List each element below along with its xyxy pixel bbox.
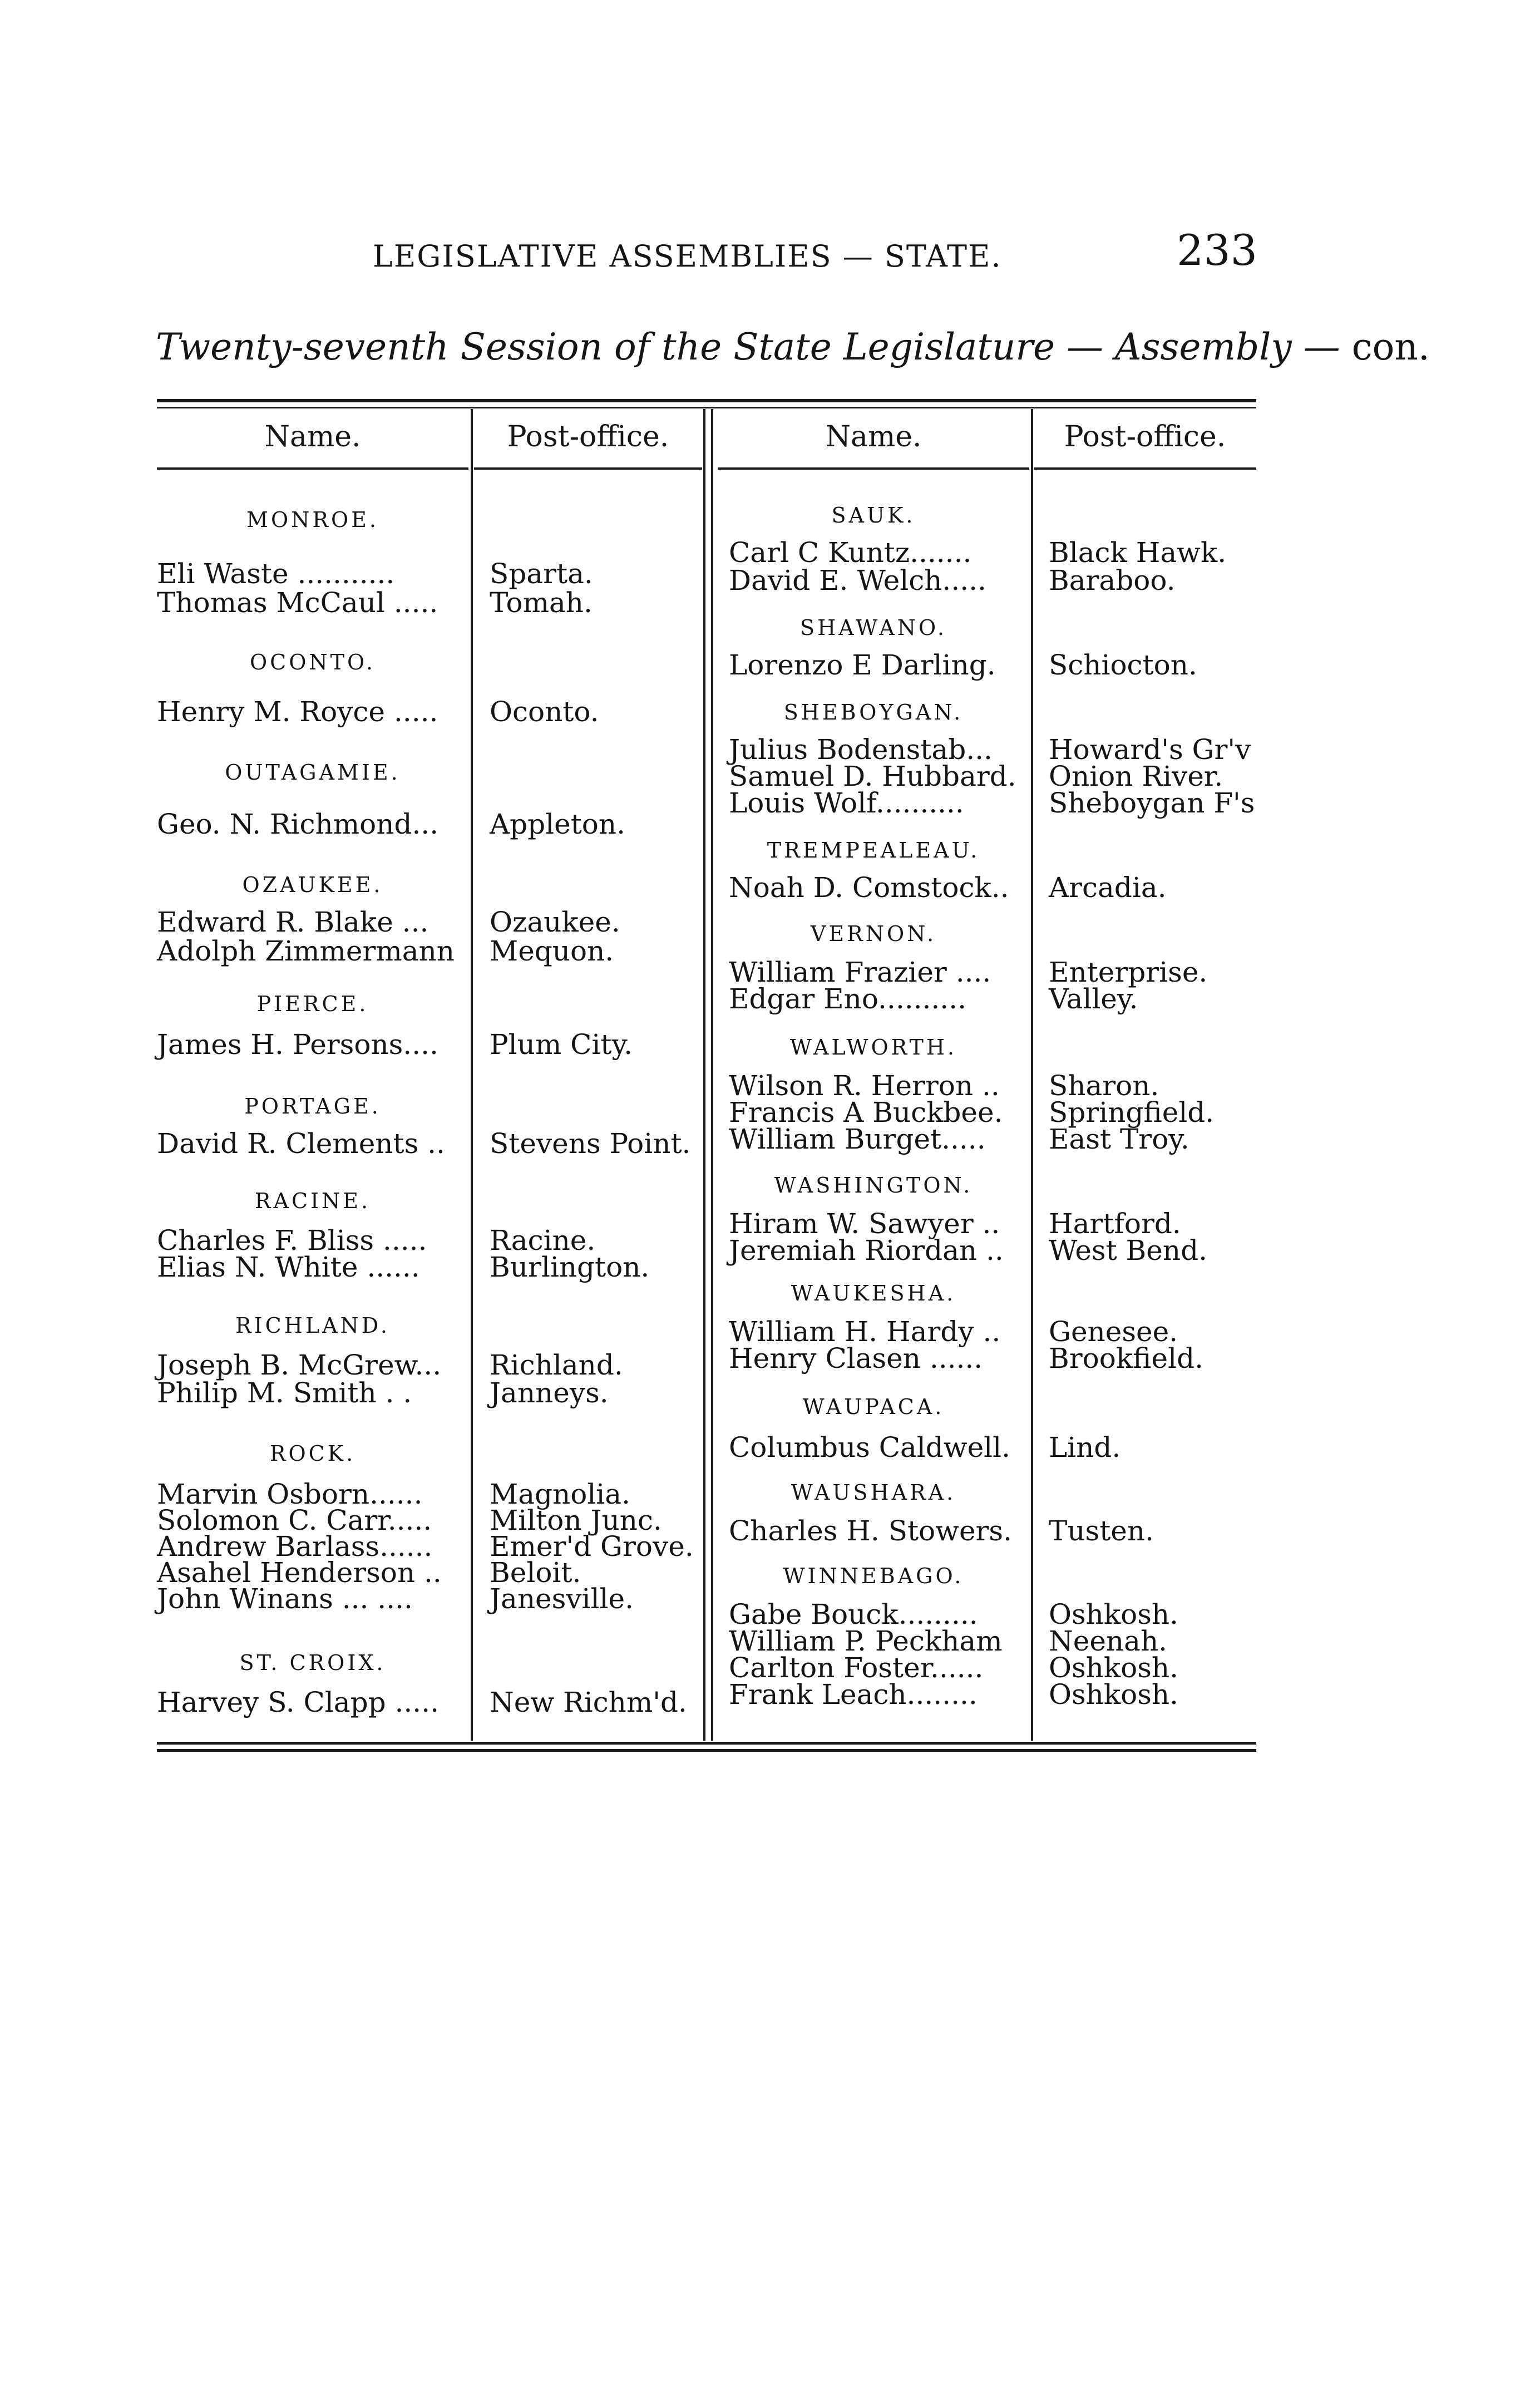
member-name: Jeremiah Riordan .. — [729, 1234, 1004, 1267]
member-post-office: Janesville. — [490, 1583, 634, 1615]
member-post-office: Magnolia. — [490, 1478, 631, 1510]
member-name: Columbus Caldwell. — [729, 1431, 1011, 1464]
member-post-office: Genesee. — [1049, 1316, 1178, 1348]
county-heading: PIERCE. — [256, 992, 369, 1016]
member-post-office: Black Hawk. — [1049, 536, 1227, 569]
member-name: Frank Leach........ — [729, 1678, 978, 1711]
member-name: Solomon C. Carr..... — [157, 1504, 432, 1536]
member-post-office: West Bend. — [1049, 1234, 1207, 1267]
member-name: Harvey S. Clapp ..... — [157, 1686, 439, 1718]
member-name: William H. Hardy .. — [729, 1316, 1001, 1348]
county-heading: VERNON. — [810, 922, 937, 946]
member-post-office: Howard's Gr'v — [1049, 733, 1251, 766]
member-post-office: Oshkosh. — [1049, 1652, 1179, 1684]
member-post-office: Milton Junc. — [490, 1504, 662, 1536]
member-post-office: Sheboygan F's — [1049, 787, 1255, 819]
member-name: Edward R. Blake ... — [157, 906, 429, 938]
member-post-office: Plum City. — [490, 1028, 633, 1061]
member-name: Carlton Foster...... — [729, 1652, 984, 1684]
member-name: Andrew Barlass...... — [157, 1530, 433, 1563]
running-head — [156, 225, 1257, 287]
county-heading: ST. CROIX. — [239, 1651, 386, 1675]
header-underline-right-name — [718, 467, 1029, 470]
column-divider-2a — [703, 409, 705, 1741]
member-post-office: New Richm'd. — [490, 1686, 687, 1718]
county-heading: WASHINGTON. — [774, 1173, 973, 1198]
member-post-office: Racine. — [490, 1224, 596, 1257]
member-name: William Frazier .... — [729, 956, 991, 988]
member-post-office: Baraboo. — [1049, 564, 1176, 597]
member-name: Geo. N. Richmond... — [157, 808, 439, 840]
header-name-left: Name. — [264, 420, 361, 454]
member-post-office: Sparta. — [490, 558, 593, 590]
member-post-office: Mequon. — [490, 935, 614, 967]
member-post-office: Tusten. — [1049, 1515, 1154, 1547]
member-name: Henry M. Royce ..... — [157, 696, 438, 728]
column-divider-2b — [711, 409, 713, 1741]
member-post-office: Lind. — [1049, 1431, 1121, 1464]
header-underline-left-po — [474, 467, 702, 470]
member-name: Marvin Osborn...... — [157, 1478, 423, 1510]
county-heading: ROCK. — [269, 1441, 356, 1466]
county-heading: RICHLAND. — [235, 1313, 390, 1338]
top-rule-thin — [157, 407, 1256, 408]
county-heading: PORTAGE. — [244, 1094, 381, 1119]
member-post-office: Sharon. — [1049, 1070, 1159, 1102]
member-name: Carl C Kuntz....... — [729, 536, 972, 569]
member-name: Charles F. Bliss ..... — [157, 1224, 427, 1257]
member-post-office: Ozaukee. — [490, 906, 620, 938]
member-name: Charles H. Stowers. — [729, 1515, 1012, 1547]
member-post-office: Richland. — [490, 1349, 623, 1381]
member-name: Hiram W. Sawyer .. — [729, 1208, 1000, 1240]
county-heading: WAUSHARA. — [791, 1480, 956, 1505]
member-post-office: Valley. — [1049, 983, 1138, 1015]
county-heading: SHEBOYGAN. — [783, 700, 964, 725]
county-heading: OCONTO. — [250, 650, 376, 674]
member-name: Edgar Eno.......... — [729, 983, 966, 1015]
member-name: Asahel Henderson .. — [157, 1556, 442, 1589]
session-subtitle — [156, 326, 1430, 368]
county-heading: RACINE. — [254, 1189, 371, 1213]
bottom-rule — [157, 1742, 1256, 1745]
running-title: LEGISLATIVE ASSEMBLIES — STATE. — [373, 239, 1002, 274]
member-post-office: Brookfield. — [1049, 1342, 1203, 1375]
subtitle-tail: con. — [1351, 326, 1430, 368]
member-name: John Winans ... .... — [157, 1583, 413, 1615]
member-name: William Burget..... — [729, 1123, 986, 1155]
member-post-office: Neenah. — [1049, 1625, 1168, 1657]
member-post-office: Enterprise. — [1049, 956, 1208, 988]
member-post-office: Hartford. — [1049, 1208, 1181, 1240]
member-post-office: Oconto. — [490, 696, 599, 728]
member-name: Eli Waste ........... — [157, 558, 395, 590]
member-name: James H. Persons.... — [157, 1028, 438, 1061]
member-name: David E. Welch..... — [729, 564, 986, 597]
header-post-office-left: Post-office. — [507, 420, 669, 454]
member-post-office: Janneys. — [490, 1377, 609, 1409]
county-heading: WINNEBAGO. — [783, 1564, 964, 1588]
top-rule — [157, 399, 1256, 402]
header-underline-right-po — [1034, 467, 1256, 470]
header-post-office-right: Post-office. — [1064, 420, 1226, 454]
member-name: Elias N. White ...... — [157, 1251, 420, 1283]
member-post-office: Springfield. — [1049, 1096, 1215, 1129]
member-name: Francis A Buckbee. — [729, 1096, 1003, 1129]
subtitle-main: Twenty-seventh Session of the State Legislature — Assembly — — [156, 326, 1340, 368]
member-post-office: Oshkosh. — [1049, 1678, 1179, 1711]
member-post-office: Appleton. — [490, 808, 625, 840]
member-name: Noah D. Comstock.. — [729, 871, 1009, 904]
member-name: Julius Bodenstab... — [729, 733, 993, 766]
page-number: 233 — [1176, 225, 1257, 275]
bottom-rule-2 — [157, 1749, 1256, 1752]
county-heading: WALWORTH. — [789, 1035, 957, 1060]
member-name: Louis Wolf.......... — [729, 787, 964, 819]
member-name: Joseph B. McGrew... — [157, 1349, 442, 1381]
county-heading: WAUKESHA. — [791, 1281, 956, 1306]
member-name: Philip M. Smith . . — [157, 1377, 412, 1409]
member-post-office: Beloit. — [490, 1556, 581, 1589]
member-name: Lorenzo E Darling. — [729, 649, 996, 681]
member-name: William P. Peckham — [729, 1625, 1003, 1657]
county-heading: OZAUKEE. — [242, 873, 383, 897]
member-name: Wilson R. Herron .. — [729, 1070, 1000, 1102]
column-divider-1 — [471, 409, 473, 1741]
member-post-office: Stevens Point. — [490, 1127, 691, 1160]
member-name: Samuel D. Hubbard. — [729, 760, 1016, 792]
header-underline-left-name — [157, 467, 468, 470]
county-heading: TREMPEALEAU. — [767, 838, 980, 863]
member-post-office: Burlington. — [490, 1251, 650, 1283]
member-post-office: Onion River. — [1049, 760, 1223, 792]
member-post-office: Emer'd Grove. — [490, 1530, 694, 1563]
header-name-right: Name. — [825, 420, 922, 454]
county-heading: SAUK. — [831, 503, 916, 528]
county-heading: WAUPACA. — [802, 1395, 945, 1419]
member-post-office: Schiocton. — [1049, 649, 1197, 681]
county-heading: OUTAGAMIE. — [225, 760, 401, 785]
county-heading: MONROE. — [246, 508, 379, 532]
county-heading: SHAWANO. — [800, 615, 947, 640]
member-name: Henry Clasen ...... — [729, 1342, 983, 1375]
member-name: Gabe Bouck......... — [729, 1598, 978, 1630]
member-post-office: Tomah. — [490, 587, 593, 619]
member-post-office: Oshkosh. — [1049, 1598, 1179, 1630]
member-post-office: Arcadia. — [1049, 871, 1167, 904]
member-name: Thomas McCaul ..... — [157, 587, 438, 619]
member-name: Adolph Zimmermann — [157, 935, 455, 967]
member-post-office: East Troy. — [1049, 1123, 1189, 1155]
column-divider-3 — [1031, 409, 1033, 1741]
member-name: David R. Clements .. — [157, 1127, 445, 1160]
